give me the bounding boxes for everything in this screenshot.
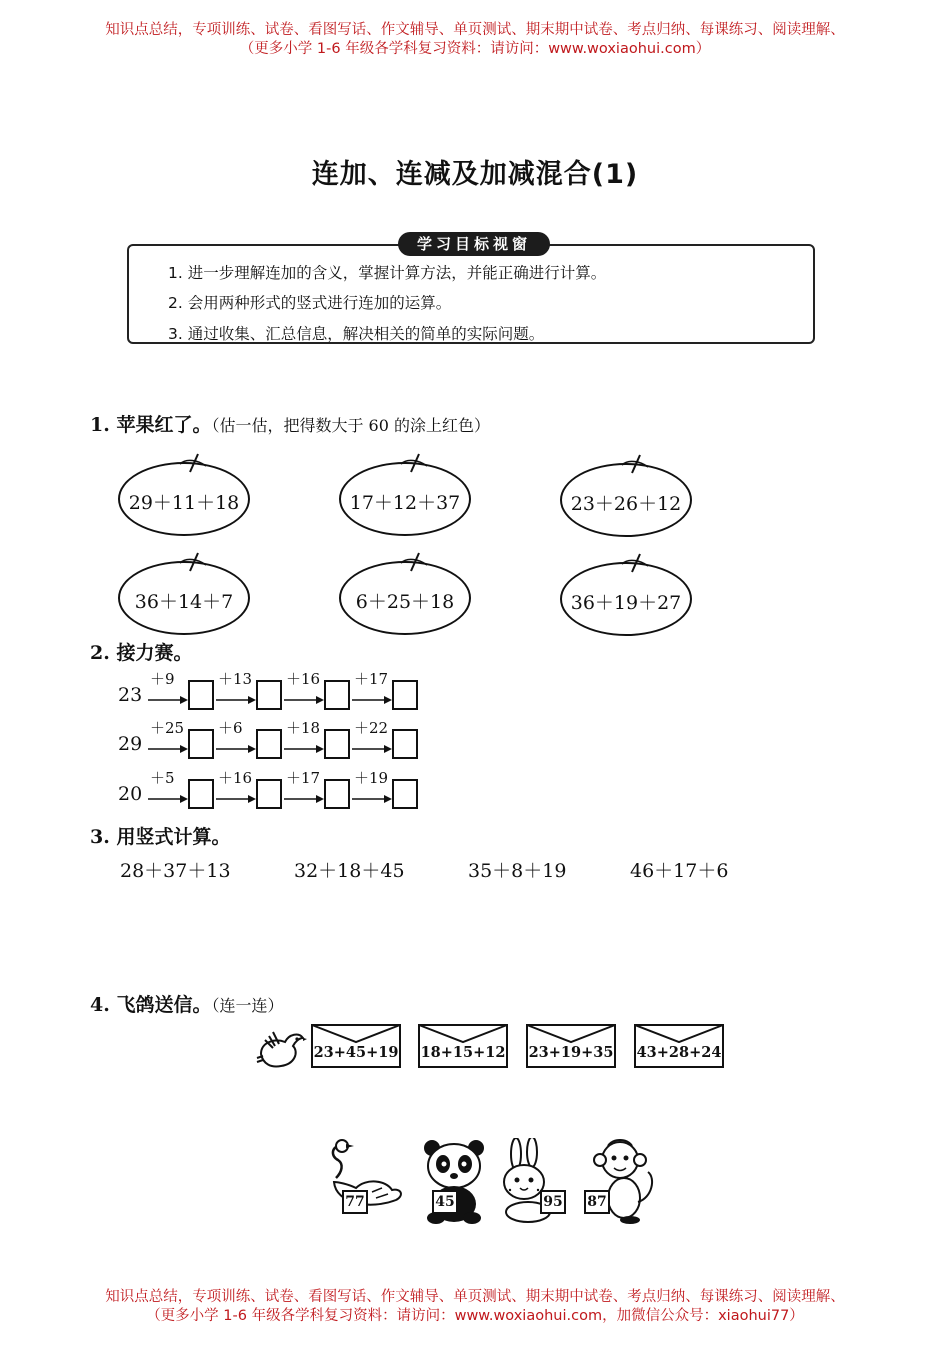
relay-step bbox=[254, 670, 324, 714]
vertical-calc-expr: 46＋17＋6 bbox=[630, 860, 729, 882]
apple[interactable] bbox=[339, 561, 471, 635]
apple-stem-icon bbox=[397, 549, 429, 573]
envelope-expression: 43+28+24 bbox=[636, 1044, 722, 1061]
arrow-right-icon bbox=[352, 695, 392, 705]
relay-operation: ＋17 bbox=[354, 670, 389, 688]
relay-operation: ＋22 bbox=[354, 719, 389, 737]
letter-envelope[interactable] bbox=[311, 1024, 401, 1068]
animal-receiver[interactable] bbox=[326, 1138, 406, 1224]
relay-operation: ＋9 bbox=[150, 670, 175, 688]
relay-step bbox=[254, 769, 324, 813]
arrow-right-icon bbox=[216, 794, 256, 804]
animal-receiver[interactable] bbox=[414, 1138, 494, 1224]
arrow-right-icon bbox=[148, 744, 188, 754]
relay-operation: ＋25 bbox=[150, 719, 185, 737]
goal-item: 1. 进一步理解连加的含义，掌握计算方法，并能正确进行计算。 bbox=[168, 264, 607, 282]
question-1-title bbox=[90, 410, 490, 437]
animal-receiver[interactable] bbox=[492, 1138, 572, 1224]
relay-operation: ＋13 bbox=[218, 670, 253, 688]
relay-step bbox=[118, 769, 188, 813]
letter-envelope[interactable] bbox=[634, 1024, 724, 1068]
footer-line-1: 知识点总结，专项训练、试卷、看图写话、作文辅导、单页测试、期末期中试卷、考点归纳、每课练习、阅读理解、 bbox=[105, 1289, 845, 1305]
goal-item: 3. 通过收集、汇总信息，解决相关的简单的实际问题。 bbox=[168, 325, 545, 343]
apple-expression: 29＋11＋18 bbox=[128, 492, 240, 514]
question-1-label: 1. 苹果红了。 bbox=[90, 414, 212, 436]
apple[interactable] bbox=[118, 561, 250, 635]
page-title: 连加、连减及加减混合(1) bbox=[311, 159, 639, 190]
header-line-2: （更多小学 1-6 年级各学科复习资料：请访问：www.woxiaohui.com） bbox=[239, 41, 711, 57]
relay-answer-box[interactable] bbox=[392, 779, 418, 809]
arrow-right-icon bbox=[352, 744, 392, 754]
relay-operation: ＋17 bbox=[286, 769, 321, 787]
relay-step bbox=[118, 719, 188, 763]
relay-step bbox=[322, 719, 392, 763]
vertical-calc-expr: 32＋18＋45 bbox=[294, 860, 405, 882]
goal-item: 2. 会用两种形式的竖式进行连加的运算。 bbox=[168, 294, 452, 312]
question-4-label: 4. 飞鸽送信。 bbox=[90, 994, 212, 1016]
relay-step bbox=[186, 670, 256, 714]
animal-number-card: 87 bbox=[584, 1190, 610, 1214]
arrow-right-icon bbox=[352, 794, 392, 804]
relay-step bbox=[186, 719, 256, 763]
relay-operation: ＋6 bbox=[218, 719, 243, 737]
relay-answer-box[interactable] bbox=[392, 680, 418, 710]
apple[interactable] bbox=[560, 562, 692, 636]
relay-start-number: 20 bbox=[118, 783, 143, 805]
goals-tag: 学习目标视窗 bbox=[398, 232, 550, 256]
relay-operation: ＋16 bbox=[218, 769, 253, 787]
arrow-right-icon bbox=[216, 695, 256, 705]
header-line-1: 知识点总结，专项训练、试卷、看图写话、作文辅导、单页测试、期末期中试卷、考点归纳、每课练习、阅读理解、 bbox=[105, 22, 845, 38]
letter-envelope[interactable] bbox=[526, 1024, 616, 1068]
arrow-right-icon bbox=[284, 794, 324, 804]
apple-expression: 36＋19＋27 bbox=[570, 592, 682, 614]
relay-step bbox=[322, 769, 392, 813]
arrow-right-icon bbox=[284, 744, 324, 754]
relay-start-number: 29 bbox=[118, 733, 143, 755]
arrow-right-icon bbox=[284, 695, 324, 705]
apple-expression: 17＋12＋37 bbox=[349, 492, 461, 514]
apple-stem-icon bbox=[176, 450, 208, 474]
apple-expression: 23＋26＋12 bbox=[570, 493, 682, 515]
relay-operation: ＋19 bbox=[354, 769, 389, 787]
question-3-title: 3. 用竖式计算。 bbox=[90, 826, 231, 848]
relay-operation: ＋16 bbox=[286, 670, 321, 688]
apple-stem-icon bbox=[618, 550, 650, 574]
relay-step bbox=[186, 769, 256, 813]
pigeon-icon bbox=[255, 1024, 307, 1072]
arrow-right-icon bbox=[216, 744, 256, 754]
question-4-note: （连一连） bbox=[211, 996, 284, 1015]
arrow-right-icon bbox=[148, 695, 188, 705]
animal-number-card: 95 bbox=[540, 1190, 566, 1214]
envelope-expression: 23+45+19 bbox=[313, 1044, 399, 1061]
relay-operation: ＋5 bbox=[150, 769, 175, 787]
apple[interactable] bbox=[339, 462, 471, 536]
arrow-right-icon bbox=[148, 794, 188, 804]
question-4-title bbox=[90, 990, 283, 1017]
apple-expression: 36＋14＋7 bbox=[134, 591, 234, 613]
apple-expression: 6＋25＋18 bbox=[355, 591, 455, 613]
relay-step bbox=[118, 670, 188, 714]
relay-step bbox=[254, 719, 324, 763]
animal-number-card: 45 bbox=[432, 1190, 458, 1214]
apple-stem-icon bbox=[618, 451, 650, 475]
apple[interactable] bbox=[560, 463, 692, 537]
apple[interactable] bbox=[118, 462, 250, 536]
question-2-title: 2. 接力赛。 bbox=[90, 642, 193, 664]
envelope-expression: 18+15+12 bbox=[420, 1044, 506, 1061]
relay-step bbox=[322, 670, 392, 714]
vertical-calc-expr: 35＋8＋19 bbox=[468, 860, 567, 882]
question-1-note: （估一估，把得数大于 60 的涂上红色） bbox=[211, 416, 490, 435]
vertical-calc-expr: 28＋37＋13 bbox=[120, 860, 231, 882]
apple-stem-icon bbox=[397, 450, 429, 474]
envelope-expression: 23+19+35 bbox=[528, 1044, 614, 1061]
animal-receiver[interactable] bbox=[580, 1138, 660, 1224]
relay-start-number: 23 bbox=[118, 684, 143, 706]
letter-envelope[interactable] bbox=[418, 1024, 508, 1068]
animal-number-card: 77 bbox=[342, 1190, 368, 1214]
relay-answer-box[interactable] bbox=[392, 729, 418, 759]
footer-line-2: （更多小学 1-6 年级各学科复习资料：请访问：www.woxiaohui.com，加微信公众号：xiaohui77） bbox=[146, 1308, 804, 1324]
relay-operation: ＋18 bbox=[286, 719, 321, 737]
apple-stem-icon bbox=[176, 549, 208, 573]
